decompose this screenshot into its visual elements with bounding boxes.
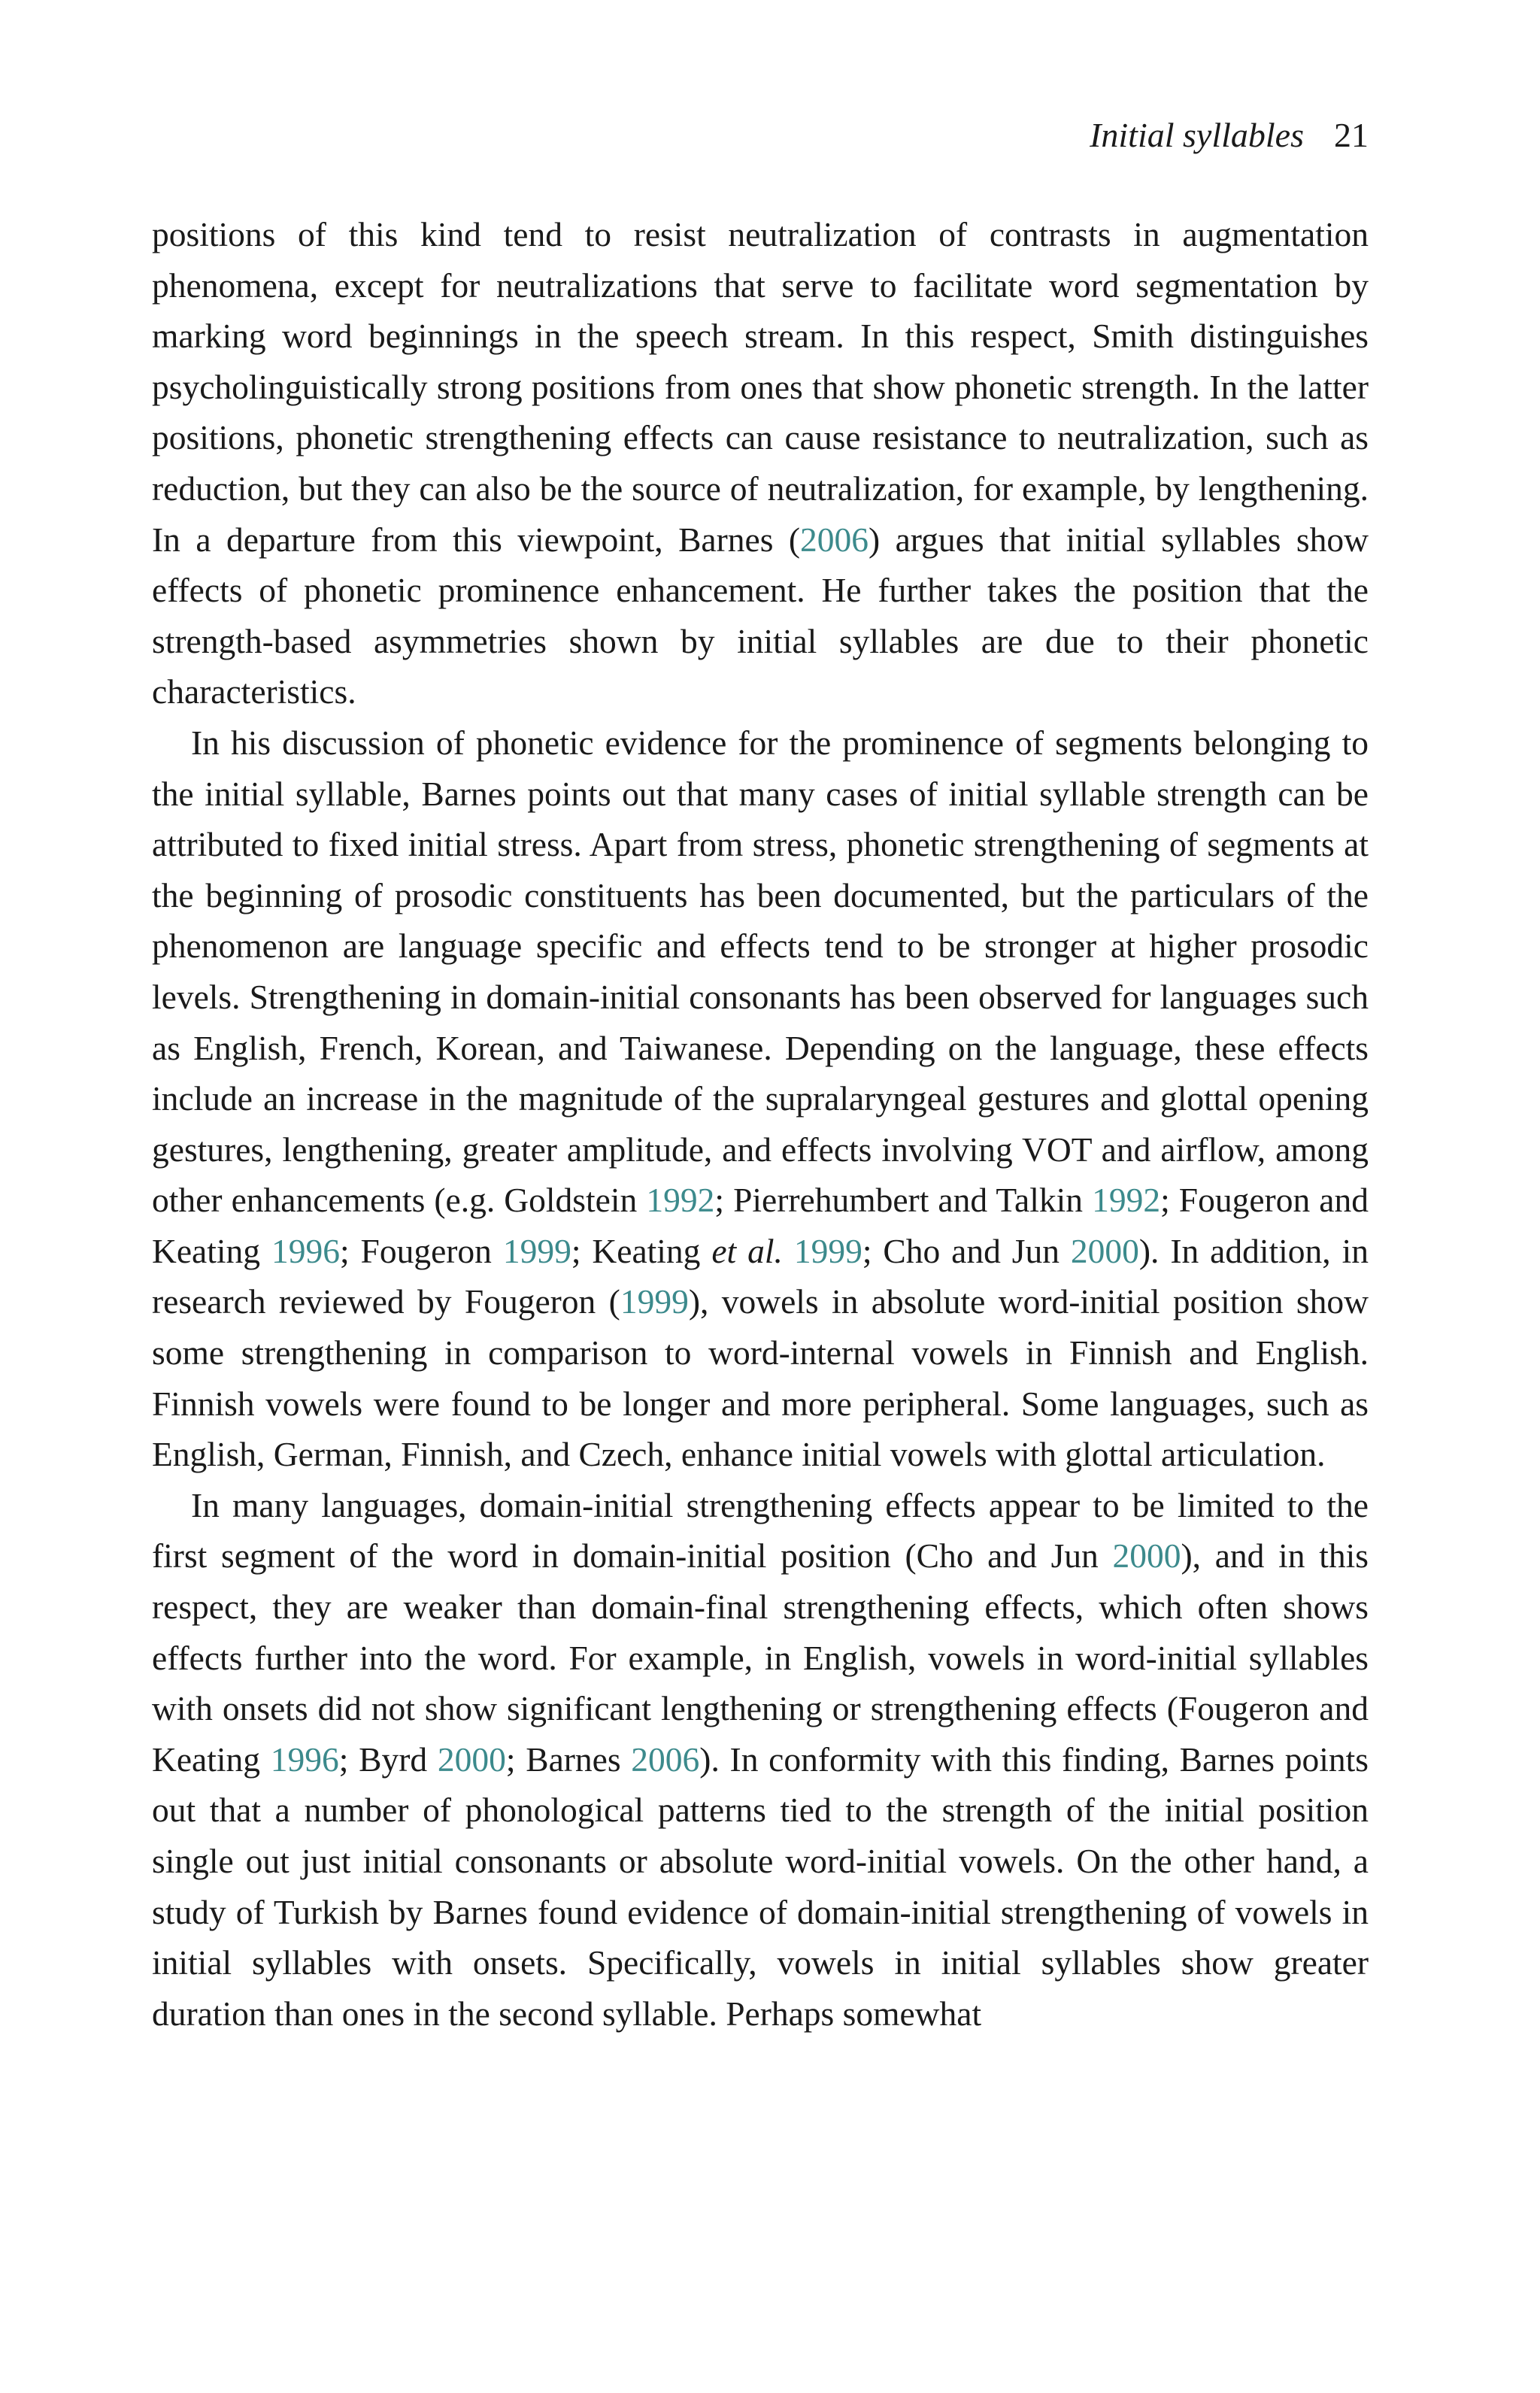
text-run: In many languages, domain-initial strengthening effects appear to be limited to the first segment of the word in domain-initial position (Cho and Jun (152, 1485, 1369, 1576)
text-run: ). In conformity with this finding, Barnes points out that a number of phonological patterns tied to the strength of the initial position single out just initial consonants or absolute word-initial vowels. On the other hand, a study of Turkish by Barnes found evidence of domain-initial strengthening of vowels in initial syllables with onsets. Specifically, vowels in initial syllables show greater duration than ones in the second syllable. Perhaps somewhat (152, 1739, 1369, 2033)
paragraph (152, 717, 1369, 1480)
body-text (152, 209, 1369, 2039)
text-run: ; Barnes (505, 1739, 632, 1779)
text-run: positions of this kind tend to resist neutralization of contrasts in augmentation phenomena, except for neutralizations that serve to facilitate word segmentation by marking word beginnings in the speech stream. In this respect, Smith distinguishes psycholinguistically strong positions from ones that show phonetic strength. In the latter positions, phonetic strengthening effects can cause resistance to neutralization, such as reduction, but they can also be the source of neutralization, for example, by lengthening. In a departure from this viewpoint, Barnes ( (152, 215, 1369, 559)
running-head (1090, 113, 1369, 158)
citation-year-link[interactable]: 1996 (270, 1739, 339, 1779)
citation-year-link[interactable]: 1996 (271, 1231, 340, 1270)
text-run: ), and in this respect, they are weaker than domain-final strengthening effects, which often shows effects further into the word. For example, in English, vowels in word-initial syllables with onsets did not show significant lengthening or strengthening effects (Fougeron and Keating (152, 1536, 1369, 1779)
text-run: ; Byrd (338, 1739, 438, 1779)
text-run: ; Keating (571, 1231, 712, 1270)
citation-year-link[interactable]: 1992 (646, 1181, 715, 1220)
citation-year-link[interactable]: 1999 (502, 1231, 571, 1270)
paragraph (152, 209, 1369, 717)
citation-year-link[interactable]: 1992 (1092, 1181, 1161, 1220)
paragraph (152, 1480, 1369, 2040)
running-head-title: Initial syllables (1090, 116, 1304, 154)
text-run: ; Fougeron (339, 1231, 503, 1270)
citation-year-link[interactable]: 2000 (1112, 1536, 1181, 1576)
page-number: 21 (1334, 116, 1369, 154)
text-run: ; Cho and Jun (862, 1231, 1071, 1270)
text-run: ), vowels in absolute word-initial position show some strengthening in comparison to word-internal vowels in Finnish and English. Finnish vowels were found to be longer and more peripheral. Some languages, such as English, German, Finnish, and Czech, enhance initial vowels with glottal articulation. (152, 1282, 1369, 1474)
text-run: ). In addition, in research reviewed by Fougeron ( (152, 1231, 1369, 1321)
italic-text: et al. (711, 1231, 783, 1270)
citation-year-link[interactable]: 2006 (800, 520, 869, 559)
citation-year-link[interactable]: 2000 (1070, 1231, 1139, 1270)
citation-year-link[interactable]: 1999 (620, 1282, 689, 1321)
text-run: ; Fougeron and Keating (152, 1181, 1369, 1270)
citation-year-link[interactable]: 2006 (631, 1739, 700, 1779)
citation-year-link[interactable]: 1999 (793, 1231, 862, 1270)
text-run (783, 1232, 794, 1270)
text-run: ) argues that initial syllables show effects of phonetic prominence enhancement. He further takes the position that the strength-based asymmetries shown by initial syllables are due to their phonetic characteristics. (152, 520, 1369, 711)
text-run: In his discussion of phonetic evidence for the prominence of segments belonging to the initial syllable, Barnes points out that many cases of initial syllable strength can be attributed to fixed initial stress. Apart from stress, phonetic strengthening of segments at the beginning of prosodic constituents has been documented, but the particulars of the phenomenon are language specific and effects tend to be stronger at higher prosodic levels. Strengthening in domain-initial consonants has been observed for languages such as English, French, Korean, and Taiwanese. Depending on the language, these effects include an increase in the magnitude of the supralaryngeal gestures and glottal opening gestures, lengthening, greater amplitude, and effects involving VOT and airflow, among other enhancements (e.g. Goldstein (152, 723, 1369, 1220)
text-run: ; Pierrehumbert and Talkin (714, 1181, 1093, 1220)
citation-year-link[interactable]: 2000 (437, 1739, 506, 1779)
